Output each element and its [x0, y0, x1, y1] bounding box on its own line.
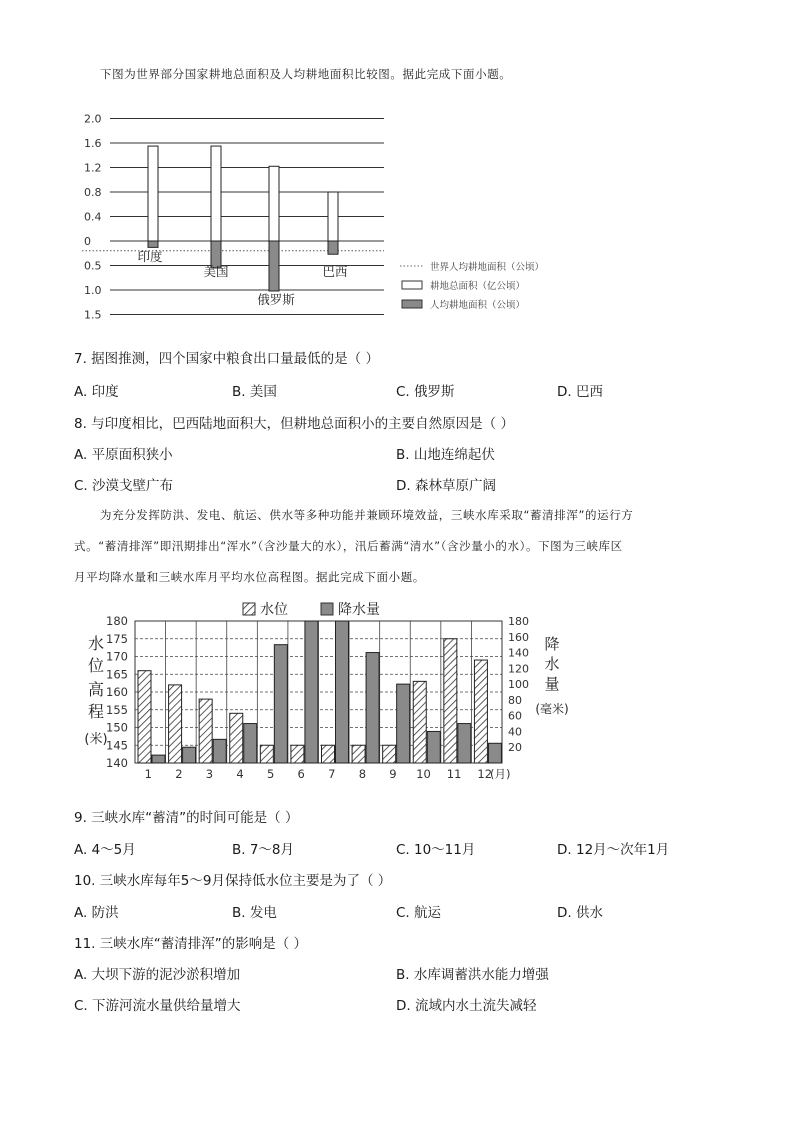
q11-option-d[interactable]: D. 流域内水土流失减轻 — [396, 998, 537, 1014]
chart2-bar-precipitation — [305, 621, 318, 763]
chart2-left-axis-label: 位 — [87, 656, 105, 675]
reservoir-chart — [0, 597, 794, 797]
question-9-stem: 9. 三峡水库“蓄清”的时间可能是（ ） — [74, 810, 299, 826]
chart2-legend-swatch-water — [243, 603, 255, 615]
chart2-left-axis-label: 高 — [87, 680, 105, 699]
chart1-bar-percapita — [148, 241, 158, 247]
q9-option-b[interactable]: B. 7～8月 — [232, 842, 295, 858]
chart2-left-tick: 145 — [106, 738, 128, 753]
chart2-bar-precipitation — [274, 645, 287, 763]
chart2-left-axis-label: (米) — [84, 732, 108, 747]
chart2-month-label: 8 — [358, 767, 367, 781]
chart2-bar-precipitation — [244, 724, 257, 763]
chart2-left-tick: 155 — [106, 702, 128, 717]
chart1-tick-label: 0 — [84, 235, 91, 248]
chart1-category-label: 俄罗斯 — [257, 292, 295, 307]
q10-option-a[interactable]: A. 防洪 — [74, 905, 119, 921]
chart2-bar-precipitation — [366, 653, 379, 763]
q11-option-b[interactable]: B. 水库调蓄洪水能力增强 — [396, 967, 549, 983]
chart2-month-label: 4 — [236, 767, 244, 781]
chart2-right-tick: 120 — [508, 662, 529, 676]
chart1-tick-label: 0.5 — [84, 259, 102, 273]
q8-option-a[interactable]: A. 平原面积狭小 — [74, 447, 173, 463]
chart2-right-tick: 80 — [508, 693, 522, 707]
chart1-tick-label: 1.5 — [84, 308, 102, 322]
chart2-bar-precipitation — [152, 755, 165, 763]
chart2-left-tick: 170 — [106, 649, 128, 664]
chart2-right-tick: 140 — [508, 646, 529, 660]
chart2-right-axis-label: 量 — [544, 675, 560, 693]
intro-text-1: 下图为世界部分国家耕地总面积及人均耕地面积比较图。据此完成下面小题。 — [100, 67, 512, 81]
chart1-legend-total: 耕地总面积（亿公顷） — [430, 281, 526, 292]
intro-text-2-line-2: 式。“蓄清排浑”即汛期排出“浑水”（含沙量大的水），汛后蓄满“清水”（含沙量小的水）。下图为三峡库区 — [74, 539, 623, 553]
chart2-bar-water-level — [199, 699, 212, 763]
question-8-stem: 8. 与印度相比，巴西陆地面积大，但耕地总面积小的主要自然原因是（ ） — [74, 416, 514, 432]
chart2-left-tick: 140 — [106, 756, 128, 770]
chart1-legend-swatch-percapita — [402, 300, 422, 308]
chart2-left-tick: 180 — [106, 614, 128, 628]
chart2-bar-precipitation — [427, 731, 440, 763]
chart1-category-label: 巴西 — [322, 264, 348, 279]
chart2-left-tick: 150 — [106, 720, 128, 735]
chart2-bar-water-level — [322, 745, 335, 763]
chart2-month-label: 3 — [205, 767, 214, 781]
intro-text-2-line-3: 月平均降水量和三峡水库月平均水位高程图。据此完成下面小题。 — [74, 570, 425, 584]
chart1-category-label: 美国 — [203, 264, 229, 279]
q7-option-d[interactable]: D. 巴西 — [557, 384, 603, 400]
chart2-month-label: 11 — [446, 767, 462, 781]
chart1-legend-swatch-total — [402, 281, 422, 289]
q8-option-c[interactable]: C. 沙漠戈壁广布 — [74, 478, 174, 494]
chart2-bar-water-level — [291, 745, 304, 763]
chart2-left-tick: 165 — [106, 667, 128, 682]
chart2-legend-water: 水位 — [260, 602, 288, 618]
chart2-bar-precipitation — [488, 743, 501, 763]
q9-option-d[interactable]: D. 12月～次年1月 — [557, 842, 670, 858]
chart2-month-label: 5 — [266, 767, 275, 781]
q10-option-b[interactable]: B. 发电 — [232, 905, 277, 921]
chart2-right-tick: 20 — [508, 741, 522, 755]
chart2-right-tick: 60 — [508, 709, 522, 723]
q8-option-d[interactable]: D. 森林草原广阔 — [396, 478, 496, 494]
chart1-bar-total — [211, 146, 221, 241]
chart1-tick-label: 1.6 — [84, 137, 102, 150]
chart2-month-label: 6 — [297, 767, 305, 781]
question-10-stem: 10. 三峡水库每年5～9月保持低水位主要是为了（ ） — [74, 873, 392, 889]
chart2-bar-water-level — [474, 660, 487, 763]
chart2-bar-water-level — [169, 685, 182, 763]
chart2-month-label: 1 — [144, 767, 152, 781]
q7-option-b[interactable]: B. 美国 — [232, 384, 277, 400]
chart2-bar-precipitation — [213, 739, 226, 763]
chart2-bar-water-level — [138, 671, 151, 763]
chart2-bar-water-level — [413, 681, 426, 763]
chart1-category-label: 印度 — [137, 249, 163, 264]
chart2-month-label: 12 — [477, 767, 493, 781]
chart2-month-label: 10 — [416, 767, 431, 781]
chart2-right-axis-label: (毫米) — [535, 702, 569, 716]
chart2-month-label: 2 — [175, 767, 183, 781]
chart1-tick-label: 1.0 — [84, 284, 102, 297]
q11-option-c[interactable]: C. 下游河流水量供给量增大 — [74, 998, 241, 1014]
chart2-bar-water-level — [352, 745, 365, 763]
chart2-bar-precipitation — [458, 724, 471, 763]
q10-option-d[interactable]: D. 供水 — [557, 905, 603, 921]
chart1-tick-label: 2.0 — [84, 112, 102, 126]
q9-option-c[interactable]: C. 10～11月 — [396, 842, 476, 858]
q8-option-b[interactable]: B. 山地连绵起伏 — [396, 447, 495, 463]
chart1-bar-percapita — [269, 241, 279, 291]
chart2-bar-water-level — [444, 639, 457, 763]
q11-option-a[interactable]: A. 大坝下游的泥沙淤积增加 — [74, 967, 241, 983]
chart1-bar-total — [328, 192, 338, 241]
intro-text-2-line-1: 为充分发挥防洪、发电、航运、供水等多种功能并兼顾环境效益，三峡水库采取“蓄清排浑”的运行方 — [100, 508, 634, 522]
question-7-stem: 7. 据图推测，四个国家中粮食出口量最低的是（ ） — [74, 351, 379, 367]
chart1-bar-total — [148, 146, 158, 241]
chart1-tick-label: 1.2 — [84, 161, 102, 175]
chart2-left-axis-label: 程 — [87, 702, 105, 721]
chart2-bar-precipitation — [183, 747, 196, 763]
chart2-left-tick: 160 — [106, 685, 128, 699]
chart2-right-axis-label: 降 — [544, 635, 560, 653]
chart2-left-axis-label: 水 — [87, 634, 105, 653]
chart1-tick-label: 0.8 — [84, 186, 102, 199]
chart2-month-label: 9 — [389, 767, 397, 781]
chart2-bar-water-level — [260, 745, 273, 763]
chart2-right-tick: 100 — [508, 678, 529, 692]
chart1-legend-percapita: 人均耕地面积（公顷） — [430, 300, 526, 311]
chart1-tick-label: 0.4 — [84, 210, 102, 224]
chart2-legend-rain: 降水量 — [338, 602, 380, 618]
chart2-right-tick: 180 — [508, 615, 529, 628]
chart2-month-label: 7 — [328, 767, 336, 781]
question-11-stem: 11. 三峡水库“蓄清排浑”的影响是（ ） — [74, 936, 308, 952]
q10-option-c[interactable]: C. 航运 — [396, 905, 442, 921]
chart1-legend-world: 世界人均耕地面积（公顷） — [430, 262, 545, 273]
chart2-right-axis-label: 水 — [544, 655, 560, 673]
q7-option-c[interactable]: C. 俄罗斯 — [396, 384, 455, 400]
chart2-x-unit: (月) — [490, 767, 511, 781]
chart2-bar-precipitation — [397, 684, 410, 763]
chart2-right-tick: 40 — [508, 725, 522, 739]
chart2-left-tick: 175 — [106, 631, 128, 646]
chart1-bar-total — [269, 166, 279, 241]
q7-option-a[interactable]: A. 印度 — [74, 384, 119, 400]
chart2-bar-water-level — [383, 745, 396, 763]
chart2-bar-water-level — [230, 713, 243, 763]
chart1-bar-percapita — [328, 241, 338, 254]
chart2-bar-precipitation — [336, 621, 349, 763]
chart2-right-tick: 160 — [508, 630, 529, 644]
q9-option-a[interactable]: A. 4～5月 — [74, 842, 136, 858]
chart2-legend-swatch-rain — [321, 603, 333, 615]
